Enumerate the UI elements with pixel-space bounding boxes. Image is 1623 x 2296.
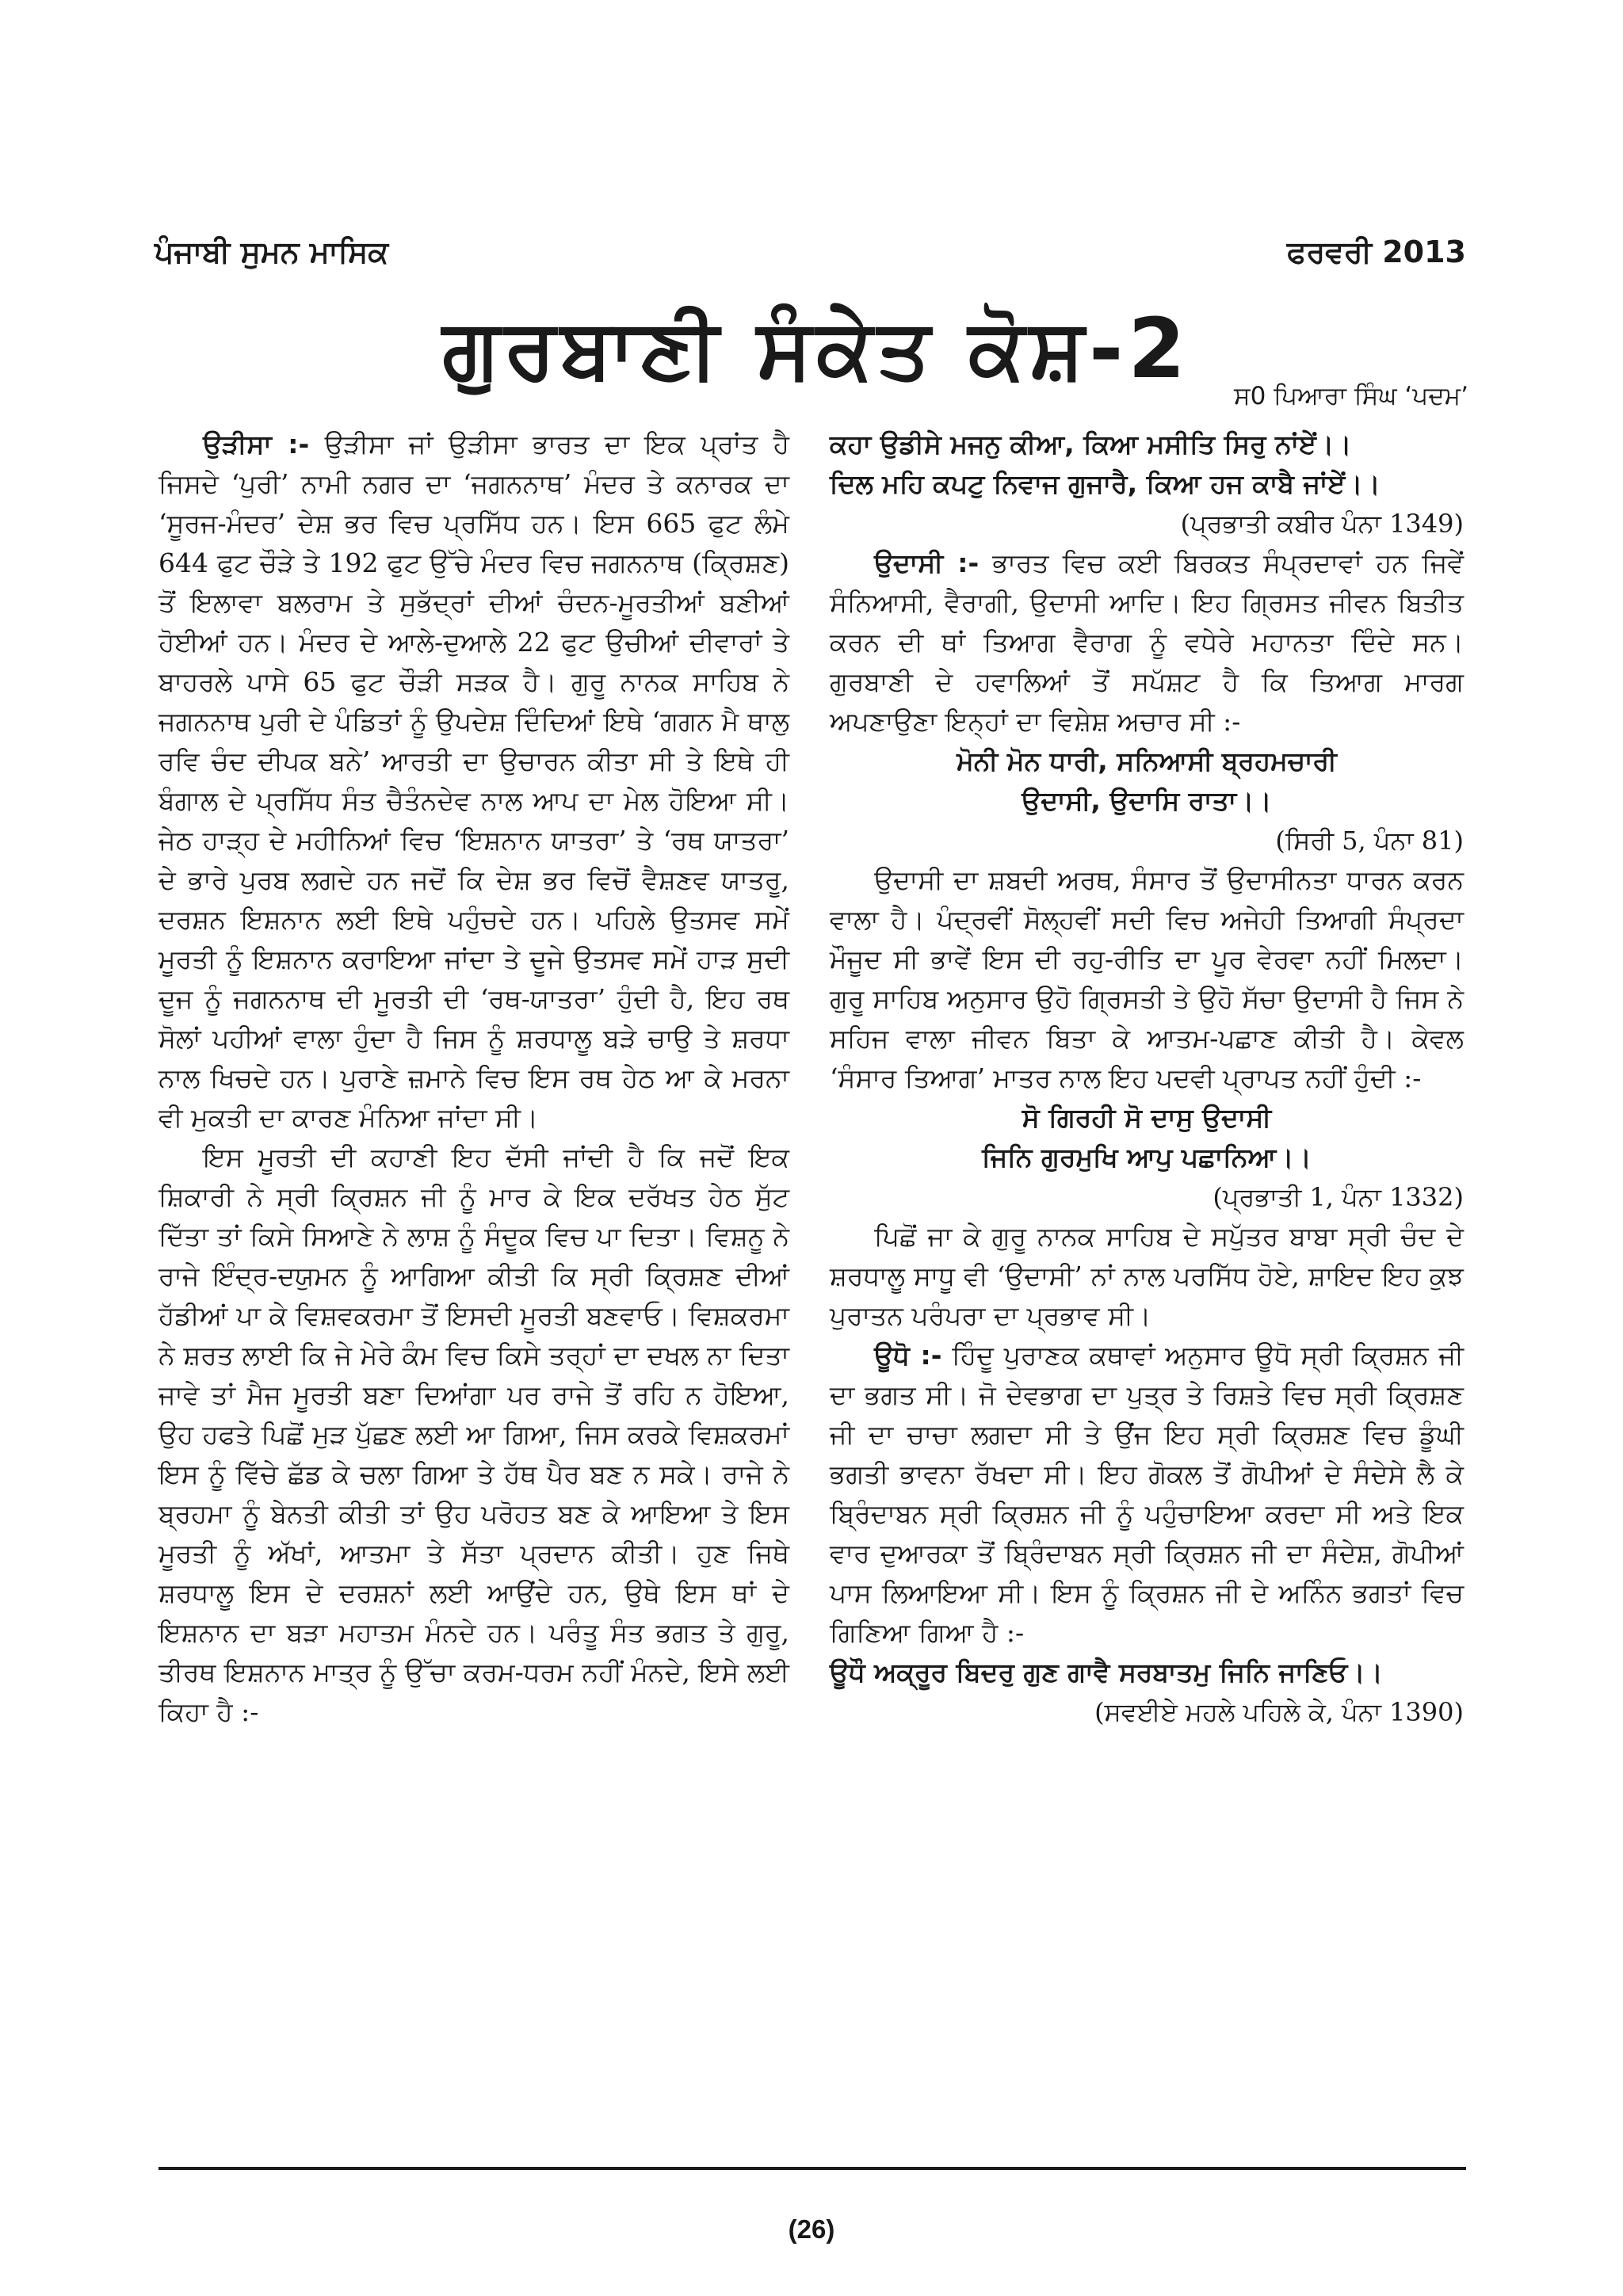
verse-line: ਊਧੌ ਅਕ੍ਰੂਰ ਬਿਦਰੁ ਗੁਣ ਗਾਵੈ ਸਰਬਾਤਮੁ ਜਿਨਿ ਜਾਣਿਓ।। xyxy=(830,1657,1383,1688)
issue-date: ਫਰਵਰੀ 2013 xyxy=(1286,235,1466,269)
entry-term: ਉੜੀਸਾ :- xyxy=(203,429,310,460)
verse-reference: (ਪ੍ਰਭਾਤੀ ਕਬੀਰ ਪੰਨਾ 1349) xyxy=(1180,509,1464,539)
right-column xyxy=(830,425,1464,1732)
entry-text: ਉੜੀਸਾ ਜਾਂ ਉੜੀਸਾ ਭਾਰਤ ਦਾ ਇਕ ਪ੍ਰਾਂਤ ਹੈ ਜਿਸਦੇ ‘ਪੁਰੀ’ ਨਾਮੀ ਨਗਰ ਦਾ ‘ਜਗਨਨਾਥ’ ਮੰਦਰ ਤੇ ਕਨਾਰਕ ਦਾ ‘ਸੂਰਜ-ਮੰਦਰ’ ਦੇਸ਼ ਭਰ ਵਿਚ ਪ੍ਰਸਿੱਧ ਹਨ। ਇਸ 665 ਫੁਟ ਲੰਮੇ 644 ਫੁਟ ਚੌੜੇ ਤੇ 192 ਫੁਟ ਉੱਚੇ ਮੰਦਰ ਵਿਚ ਜਗਨਨਾਥ (ਕ੍ਰਿਸ਼ਣ) ਤੋਂ ਇਲਾਵਾ ਬਲਰਾਮ ਤੇ ਸੁਭੱਦ੍ਰਾਂ ਦੀਆਂ ਚੰਦਨ-ਮੂਰਤੀਆਂ ਬਣੀਆਂ ਹੋਈਆਂ ਹਨ। ਮੰਦਰ ਦੇ ਆਲੇ-ਦੁਆਲੇ 22 ਫੁਟ ਉਚੀਆਂ ਦੀਵਾਰਾਂ ਤੇ ਬਾਹਰਲੇ ਪਾਸੇ 65 ਫੁਟ ਚੌੜੀ ਸੜਕ ਹੈ। ਗੁਰੂ ਨਾਨਕ ਸਾਹਿਬ ਨੇ ਜਗਨਨਾਥ ਪੁਰੀ ਦੇ ਪੰਡਿਤਾਂ ਨੂੰ ਉਪਦੇਸ਼ ਦਿੰਦਿਆਂ ਇਥੇ ‘ਗਗਨ ਮੈ ਥਾਲੁ ਰਵਿ ਚੰਦ ਦੀਪਕ ਬਨੇ’ ਆਰਤੀ ਦਾ ਉਚਾਰਨ ਕੀਤਾ ਸੀ ਤੇ ਇਥੇ ਹੀ ਬੰਗਾਲ ਦੇ ਪ੍ਰਸਿੱਧ ਸੰਤ ਚੈਤੰਨਦੇਵ ਨਾਲ ਆਪ ਦਾ ਮੇਲ ਹੋਇਆ ਸੀ। ਜੇਠ ਹਾੜ੍ਹ ਦੇ ਮਹੀਨਿਆਂ ਵਿਚ ‘ਇਸ਼ਨਾਨ ਯਾਤਰਾ’ ਤੇ ‘ਰਥ ਯਾਤਰਾ’ ਦੇ ਭਾਰੇ ਪੁਰਬ ਲਗਦੇ ਹਨ ਜਦੋਂ ਕਿ ਦੇਸ਼ ਭਰ ਵਿਚੋਂ ਵੈਸ਼ਣਵ ਯਾਤਰੂ, ਦਰਸ਼ਨ ਇਸ਼ਨਾਨ ਲਈ ਇਥੇ ਪਹੁੰਚਦੇ ਹਨ। ਪਹਿਲੇ ਉਤਸਵ ਸਮੇਂ ਮੂਰਤੀ ਨੂੰ ਇਸ਼ਨਾਨ ਕਰਾਇਆ ਜਾਂਦਾ ਤੇ ਦੂਜੇ ਉਤਸਵ ਸਮੇਂ ਹਾੜ ਸੁਦੀ ਦੂਜ ਨੂੰ ਜਗਨਨਾਥ ਦੀ ਮੂਰਤੀ ਦੀ ‘ਰਥ-ਯਾਤਰਾ’ ਹੁੰਦੀ ਹੈ, ਇਹ ਰਥ ਸੋਲਾਂ ਪਹੀਆਂ ਵਾਲਾ ਹੁੰਦਾ ਹੈ ਜਿਸ ਨੂੰ ਸ਼ਰਧਾਲੂ ਬੜੇ ਚਾਉ ਤੇ ਸ਼ਰਧਾ ਨਾਲ ਖਿਚਦੇ ਹਨ। ਪੁਰਾਣੇ ਜ਼ਮਾਨੇ ਵਿਚ ਇਸ ਰਥ ਹੇਠ ਆ ਕੇ ਮਰਨਾ ਵੀ ਮੁਕਤੀ ਦਾ ਕਾਰਣ ਮੰਨਿਆ ਜਾਂਦਾ ਸੀ। xyxy=(158,429,790,1133)
entry-udho xyxy=(830,1336,1464,1653)
verse-reference: (ਪ੍ਰਭਾਤੀ 1, ਪੰਨਾ 1332) xyxy=(1212,1182,1464,1212)
paragraph: ਪਿਛੋਂ ਜਾ ਕੇ ਗੁਰੂ ਨਾਨਕ ਸਾਹਿਬ ਦੇ ਸਪੁੱਤਰ ਬਾਬਾ ਸ੍ਰੀ ਚੰਦ ਦੇ ਸ਼ਰਧਾਲੂ ਸਾਧੂ ਵੀ ‘ਉਦਾਸੀ’ ਨਾਂ ਨਾਲ ਪਰਸਿੱਧ ਹੋਏ, ਸ਼ਾਇਦ ਇਹ ਕੁਝ ਪੁਰਾਤਨ ਪਰੰਪਰਾ ਦਾ ਪ੍ਰਭਾਵ ਸੀ। xyxy=(830,1221,1464,1331)
magazine-name: ਪੰਜਾਬੀ ਸੁਮਨ ਮਾਸਿਕ xyxy=(155,235,389,269)
verse-reference: (ਸਵਈਏ ਮਹਲੇ ਪਹਿਲੇ ਕੇ, ਪੰਨਾ 1390) xyxy=(1094,1697,1464,1727)
footer-rule xyxy=(158,2167,1466,2170)
verse-line: ਜਿਨਿ ਗੁਰਮੁਖਿ ਆਪੁ ਪਛਾਨਿਆ।। xyxy=(982,1142,1312,1173)
entry-term: ਉਦਾਸੀ :- xyxy=(874,547,980,578)
left-column xyxy=(158,425,789,1732)
entry-text: ਹਿੰਦੂ ਪੁਰਾਣਕ ਕਥਾਵਾਂ ਅਨੁਸਾਰ ਊਧੋ ਸ੍ਰੀ ਕ੍ਰਿਸ਼ਨ ਜੀ ਦਾ ਭਗਤ ਸੀ। ਜੋ ਦੇਵਭਾਗ ਦਾ ਪੁਤ੍ਰ ਤੇ ਰਿਸ਼ਤੇ ਵਿਚ ਸ੍ਰੀ ਕ੍ਰਿਸ਼ਣ ਜੀ ਦਾ ਚਾਚਾ ਲਗਦਾ ਸੀ ਤੇ ਉਂਜ ਇਹ ਸ੍ਰੀ ਕ੍ਰਿਸ਼ਣ ਵਿਚ ਡੂੰਘੀ ਭਗਤੀ ਭਾਵਨਾ ਰੱਖਦਾ ਸੀ। ਇਹ ਗੋਕਲ ਤੋਂ ਗੋਪੀਆਂ ਦੇ ਸੰਦੇਸੇ ਲੈ ਕੇ ਬ੍ਰਿੰਦਾਬਨ ਸ੍ਰੀ ਕ੍ਰਿਸ਼ਨ ਜੀ ਨੂੰ ਪਹੁੰਚਾਇਆ ਕਰਦਾ ਸੀ ਅਤੇ ਇਕ ਵਾਰ ਦੁਆਰਕਾ ਤੋਂ ਬ੍ਰਿੰਦਾਬਨ ਸ੍ਰੀ ਕ੍ਰਿਸ਼ਨ ਜੀ ਦਾ ਸੰਦੇਸ਼, ਗੋਪੀਆਂ ਪਾਸ ਲਿਆਇਆ ਸੀ। ਇਸ ਨੂੰ ਕ੍ਰਿਸ਼ਨ ਜੀ ਦੇ ਅਨਿੰਨ ਭਗਤਾਂ ਵਿਚ ਗਿਣਿਆ ਗਿਆ ਹੈ :- xyxy=(830,1340,1465,1648)
paragraph: ਇਸ ਮੂਰਤੀ ਦੀ ਕਹਾਣੀ ਇਹ ਦੱਸੀ ਜਾਂਦੀ ਹੈ ਕਿ ਜਦੋਂ ਇਕ ਸ਼ਿਕਾਰੀ ਨੇ ਸ੍ਰੀ ਕ੍ਰਿਸ਼ਨ ਜੀ ਨੂੰ ਮਾਰ ਕੇ ਇਕ ਦਰੱਖਤ ਹੇਠ ਸੁੱਟ ਦਿੱਤਾ ਤਾਂ ਕਿਸੇ ਸਿਆਣੇ ਨੇ ਲਾਸ਼ ਨੂੰ ਸੰਦੂਕ ਵਿਚ ਪਾ ਦਿਤਾ। ਵਿਸ਼ਨੂ ਨੇ ਰਾਜੇ ਇੰਦ੍ਰ-ਦਯੁਮਨ ਨੂੰ ਆਗਿਆ ਕੀਤੀ ਕਿ ਸ੍ਰੀ ਕ੍ਰਿਸ਼ਣ ਦੀਆਂ ਹੱਡੀਆਂ ਪਾ ਕੇ ਵਿਸ਼ਵਕਰਮਾ ਤੋਂ ਇਸਦੀ ਮੂਰਤੀ ਬਣਵਾਓ। ਵਿਸ਼ਕਰਮਾ ਨੇ ਸ਼ਰਤ ਲਾਈ ਕਿ ਜੇ ਮੇਰੇ ਕੰਮ ਵਿਚ ਕਿਸੇ ਤਰ੍ਹਾਂ ਦਾ ਦਖਲ ਨਾ ਦਿਤਾ ਜਾਵੇ ਤਾਂ ਮੈਜ ਮੂਰਤੀ ਬਣਾ ਦਿਆਂਗਾ ਪਰ ਰਾਜੇ ਤੋਂ ਰਹਿ ਨ ਹੋਇਆ, ਉਹ ਹਫਤੇ ਪਿਛੋਂ ਮੁੜ ਪੁੱਛਣ ਲਈ ਆ ਗਿਆ, ਜਿਸ ਕਰਕੇ ਵਿਸ਼ਕਰਮਾਂ ਇਸ ਨੂੰ ਵਿੱਚੇ ਛੱਡ ਕੇ ਚਲਾ ਗਿਆ ਤੇ ਹੱਥ ਪੈਰ ਬਣ ਨ ਸਕੇ। ਰਾਜੇ ਨੇ ਬ੍ਰਹਮਾ ਨੂੰ ਬੇਨਤੀ ਕੀਤੀ ਤਾਂ ਉਹ ਪਰੋਹਤ ਬਣ ਕੇ ਆਇਆ ਤੇ ਇਸ ਮੂਰਤੀ ਨੂੰ ਅੱਖਾਂ, ਆਤਮਾ ਤੇ ਸੱਤਾ ਪ੍ਰਦਾਨ ਕੀਤੀ। ਹੁਣ ਜਿਥੇ ਸ਼ਰਧਾਲੂ ਇਸ ਦੇ ਦਰਸ਼ਨਾਂ ਲਈ ਆਉਂਦੇ ਹਨ, ਉਥੇ ਇਸ ਥਾਂ ਦੇ ਇਸ਼ਨਾਨ ਦਾ ਬੜਾ ਮਹਾਤਮ ਮੰਨਦੇ ਹਨ। ਪਰੰਤੂ ਸੰਤ ਭਗਤ ਤੇ ਗੁਰੂ, ਤੀਰਥ ਇਸ਼ਨਾਨ ਮਾਤ੍ਰ ਨੂੰ ਉੱਚਾ ਕਰਮ-ਧਰਮ ਨਹੀਂ ਮੰਨਦੇ, ਇਸੇ ਲਈ ਕਿਹਾ ਹੈ :- xyxy=(158,1142,789,1727)
entry-term: ਊਧੋ :- xyxy=(874,1340,942,1371)
entry-odisha xyxy=(158,425,789,1138)
verse-line: ਮੋਨੀ ਮੋਨ ਧਾਰੀ, ਸਨਿਆਸੀ ਬ੍ਰਹਮਚਾਰੀ xyxy=(957,746,1337,776)
page-number: (26) xyxy=(788,2214,835,2244)
verse-line: ਕਹਾ ਉਡੀਸੇ ਮਜਨੁ ਕੀਆ, ਕਿਆ ਮਸੀਤਿ ਸਿਰੁ ਨਾਂਏਂ।। xyxy=(830,429,1352,460)
verse-line: ਉਦਾਸੀ, ਉਦਾਸਿ ਰਾਤਾ।। xyxy=(1022,785,1272,816)
verse-reference: (ਸਿਰੀ 5, ਪੰਨਾ 81) xyxy=(1275,826,1464,856)
verse-line: ਦਿਲ ਮਹਿ ਕਪਟੁ ਨਿਵਾਜ ਗੁਜਾਰੈ, ਕਿਆ ਹਜ ਕਾਬੈ ਜਾਂਏਂ।। xyxy=(830,468,1381,499)
article-title: ਗੁਰਬਾਣੀ ਸੰਕੇਤ ਕੋਸ਼-2 xyxy=(442,300,1190,397)
running-header xyxy=(155,235,1466,274)
author-byline: ਸ0 ਪਿਆਰਾ ਸਿੰਘ ‘ਪਦਮ’ xyxy=(1233,382,1468,410)
paragraph: ਉਦਾਸੀ ਦਾ ਸ਼ਬਦੀ ਅਰਥ, ਸੰਸਾਰ ਤੋਂ ਉਦਾਸੀਨਤਾ ਧਾਰਨ ਕਰਨ ਵਾਲਾ ਹੈ। ਪੰਦ੍ਰਵੀਂ ਸੋਲ੍ਹਵੀਂ ਸਦੀ ਵਿਚ ਅਜੇਹੀ ਤਿਆਗੀ ਸੰਪ੍ਰਦਾ ਮੌਜੂਦ ਸੀ ਭਾਵੇਂ ਇਸ ਦੀ ਰਹੁ-ਰੀਤਿ ਦਾ ਪੂਰ ਵੇਰਵਾ ਨਹੀਂ ਮਿਲਦਾ। ਗੁਰੂ ਸਾਹਿਬ ਅਨੁਸਾਰ ਉਹੋ ਗ੍ਰਿਸਤੀ ਤੇ ਉਹੋ ਸੱਚਾ ਉਦਾਸੀ ਹੈ ਜਿਸ ਨੇ ਸਹਿਜ ਵਾਲਾ ਜੀਵਨ ਬਿਤਾ ਕੇ ਆਤਮ-ਪਛਾਣ ਕੀਤੀ ਹੈ। ਕੇਵਲ ‘ਸੰਸਾਰ ਤਿਆਗ’ ਮਾਤਰ ਨਾਲ ਇਹ ਪਦਵੀ ਪ੍ਰਾਪਤ ਨਹੀਂ ਹੁੰਦੀ :- xyxy=(830,864,1464,1093)
entry-udasi xyxy=(830,543,1464,742)
verse-line: ਸੋ ਗਿਰਹੀ ਸੋ ਦਾਸੁ ਉਦਾਸੀ xyxy=(1022,1102,1272,1133)
entry-text: ਭਾਰਤ ਵਿਚ ਕਈ ਬਿਰਕਤ ਸੰਪ੍ਰਦਾਵਾਂ ਹਨ ਜਿਵੇਂ ਸੰਨਿਆਸੀ, ਵੈਰਾਗੀ, ਉਦਾਸੀ ਆਦਿ। ਇਹ ਗ੍ਰਿਸਤ ਜੀਵਨ ਬਿਤੀਤ ਕਰਨ ਦੀ ਥਾਂ ਤਿਆਗ ਵੈਰਾਗ ਨੂੰ ਵਧੇਰੇ ਮਹਾਨਤਾ ਦਿੰਦੇ ਸਨ। ਗੁਰਬਾਣੀ ਦੇ ਹਵਾਲਿਆਂ ਤੋਂ ਸਪੱਸ਼ਟ ਹੈ ਕਿ ਤਿਆਗ ਮਾਰਗ ਅਪਣਾਉਣਾ ਇਨ੍ਹਾਂ ਦਾ ਵਿਸ਼ੇਸ਼ ਅਚਾਰ ਸੀ :- xyxy=(830,547,1465,737)
